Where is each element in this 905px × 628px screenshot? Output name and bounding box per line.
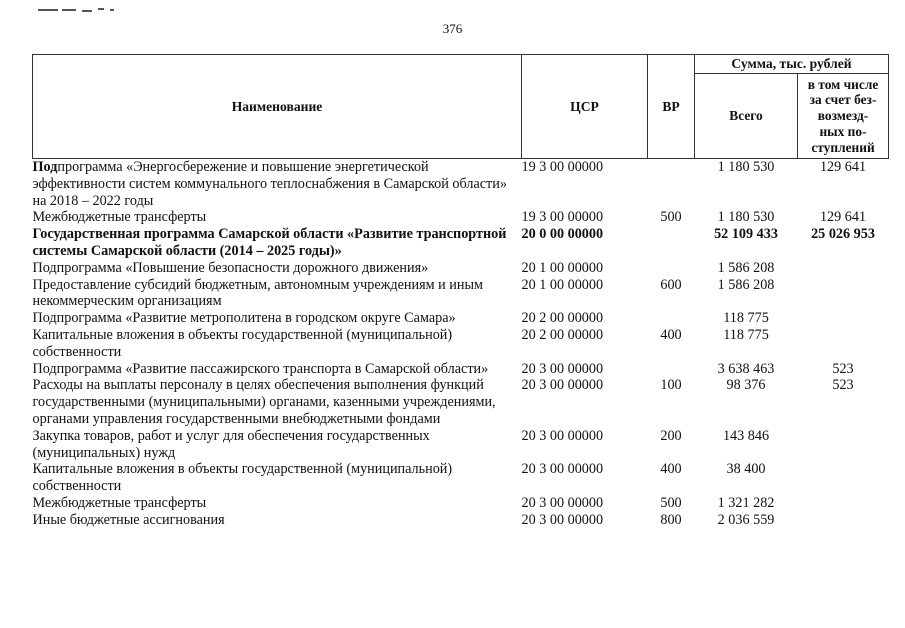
header-total: Всего (695, 74, 798, 159)
row-vr: 400 (660, 461, 682, 478)
row-csr: 20 3 00 00000 (521, 494, 604, 511)
row-name (33, 277, 522, 311)
table-row (33, 377, 889, 427)
table-row (33, 310, 889, 327)
row-name (33, 377, 522, 427)
row-csr: 20 3 00 00000 (521, 461, 604, 478)
row-total: 1 321 282 (717, 494, 775, 511)
row-name-prefix: Под (32, 159, 58, 175)
row-name-text: Капитальные вложения в объекты государственной (муниципальной) собственности (32, 326, 453, 360)
row-total: 118 775 (723, 326, 769, 343)
row-total: 1 586 208 (717, 276, 775, 293)
row-name-text: Подпрограмма «Развитие пассажирского транспорта в Самарской области» (32, 360, 489, 377)
row-csr: 19 3 00 00000 (521, 209, 604, 226)
row-vr (648, 260, 695, 277)
row-vr: 500 (660, 494, 682, 511)
scan-artifact (38, 8, 148, 12)
table-row (33, 512, 889, 529)
row-total: 98 376 (726, 377, 766, 394)
row-including (798, 495, 889, 512)
row-csr: 20 1 00 00000 (521, 259, 604, 276)
row-csr: 20 3 00 00000 (521, 427, 604, 444)
row-csr: 20 3 00 00000 (521, 360, 604, 377)
row-including (798, 260, 889, 277)
table-body (33, 159, 889, 529)
row-vr (648, 159, 695, 210)
row-name-text: программа «Энергосбережение и повышение энергетической эффективности систем коммунального теплоснабжения в Самарской области» на 2018 – 2022 годы (32, 159, 507, 209)
row-total: 3 638 463 (717, 360, 775, 377)
row-name (33, 512, 522, 529)
table-row (33, 361, 889, 378)
table-row (33, 260, 889, 277)
row-vr: 500 (660, 209, 682, 226)
header-including-line: в том числе (807, 76, 879, 92)
row-total: 118 775 (723, 310, 769, 327)
row-csr: 20 2 00 00000 (521, 310, 604, 327)
row-name-text: Капитальные вложения в объекты государственной (муниципальной) собственности (32, 461, 453, 495)
row-name (33, 428, 522, 462)
header-including-line: ных по- (819, 123, 867, 139)
row-vr: 100 (660, 377, 682, 394)
row-including: 129 641 (819, 159, 867, 175)
row-csr: 20 3 00 00000 (521, 511, 604, 528)
row-vr (648, 226, 695, 260)
row-vr (648, 310, 695, 327)
row-including: 523 (832, 377, 854, 394)
table-row (33, 159, 889, 210)
row-name (33, 159, 522, 210)
table-row (33, 209, 889, 226)
row-name (33, 226, 522, 260)
row-csr: 20 1 00 00000 (521, 276, 604, 293)
row-including: 523 (832, 360, 854, 377)
row-including (798, 461, 889, 495)
row-name (33, 327, 522, 361)
row-csr: 19 3 00 00000 (521, 159, 604, 175)
row-name-text: Подпрограмма «Повышение безопасности дорожного движения» (32, 259, 429, 276)
header-name: Наименование (33, 55, 522, 159)
row-total: 38 400 (726, 461, 766, 478)
header-csr: ЦСР (522, 55, 648, 159)
row-name-text: Межбюджетные трансферты (32, 209, 207, 226)
row-name (33, 461, 522, 495)
table-row (33, 277, 889, 311)
row-total: 1 180 530 (717, 159, 775, 175)
row-total: 143 846 (722, 427, 770, 444)
row-name-text: Предоставление субсидий бюджетным, автономным учреждениям и иным некоммерческим организациям (32, 276, 483, 310)
row-name-text: Государственная программа Самарской области «Развитие транспортной системы Самарской области (2014 – 2025 годы)» (32, 226, 507, 259)
table-header (33, 55, 889, 159)
row-name (33, 495, 522, 512)
row-vr: 600 (660, 276, 682, 293)
header-including-line: возмезд- (817, 108, 869, 124)
row-name (33, 209, 522, 226)
row-total: 52 109 433 (714, 226, 778, 243)
table-row (33, 327, 889, 361)
row-csr: 20 2 00 00000 (521, 326, 604, 343)
header-vr: ВР (648, 55, 695, 159)
row-name (33, 361, 522, 378)
row-vr: 200 (660, 427, 682, 444)
row-including (798, 512, 889, 529)
row-including (798, 428, 889, 462)
row-name-text: Закупка товаров, работ и услуг для обеспечения государственных (муниципальных) нужд (32, 427, 430, 461)
row-total: 1 180 530 (717, 209, 775, 226)
row-name-text: Межбюджетные трансферты (32, 494, 207, 511)
row-name (33, 260, 522, 277)
header-including (798, 74, 889, 159)
row-vr: 800 (660, 511, 682, 528)
row-vr (648, 361, 695, 378)
row-name-text: Иные бюджетные ассигнования (32, 511, 225, 528)
row-csr: 20 0 00 00000 (521, 226, 604, 243)
row-name-text: Подпрограмма «Развитие метрополитена в городском округе Самара» (32, 310, 456, 327)
budget-table (32, 54, 889, 529)
header-sum: Сумма, тыс. рублей (695, 55, 889, 74)
row-total: 2 036 559 (717, 511, 775, 528)
row-including (798, 327, 889, 361)
row-name-text: Расходы на выплаты персоналу в целях обеспечения выполнения функций государственными (муниципальными) органами, казенными учреждениями, органами управления государственными внебюджетными фондами (32, 377, 496, 427)
row-total: 1 586 208 (717, 259, 775, 276)
row-including (798, 277, 889, 311)
row-including: 25 026 953 (811, 226, 875, 243)
header-including-line: за счет без- (809, 92, 877, 108)
row-name (33, 310, 522, 327)
row-vr: 400 (660, 326, 682, 343)
header-including-line: ступлений (811, 139, 875, 155)
page-number: 376 (442, 21, 463, 36)
row-including: 129 641 (819, 209, 867, 226)
table-row (33, 428, 889, 462)
table-row (33, 461, 889, 495)
row-csr: 20 3 00 00000 (521, 377, 604, 394)
table-row (33, 495, 889, 512)
row-including (798, 310, 889, 327)
table-row (33, 226, 889, 260)
